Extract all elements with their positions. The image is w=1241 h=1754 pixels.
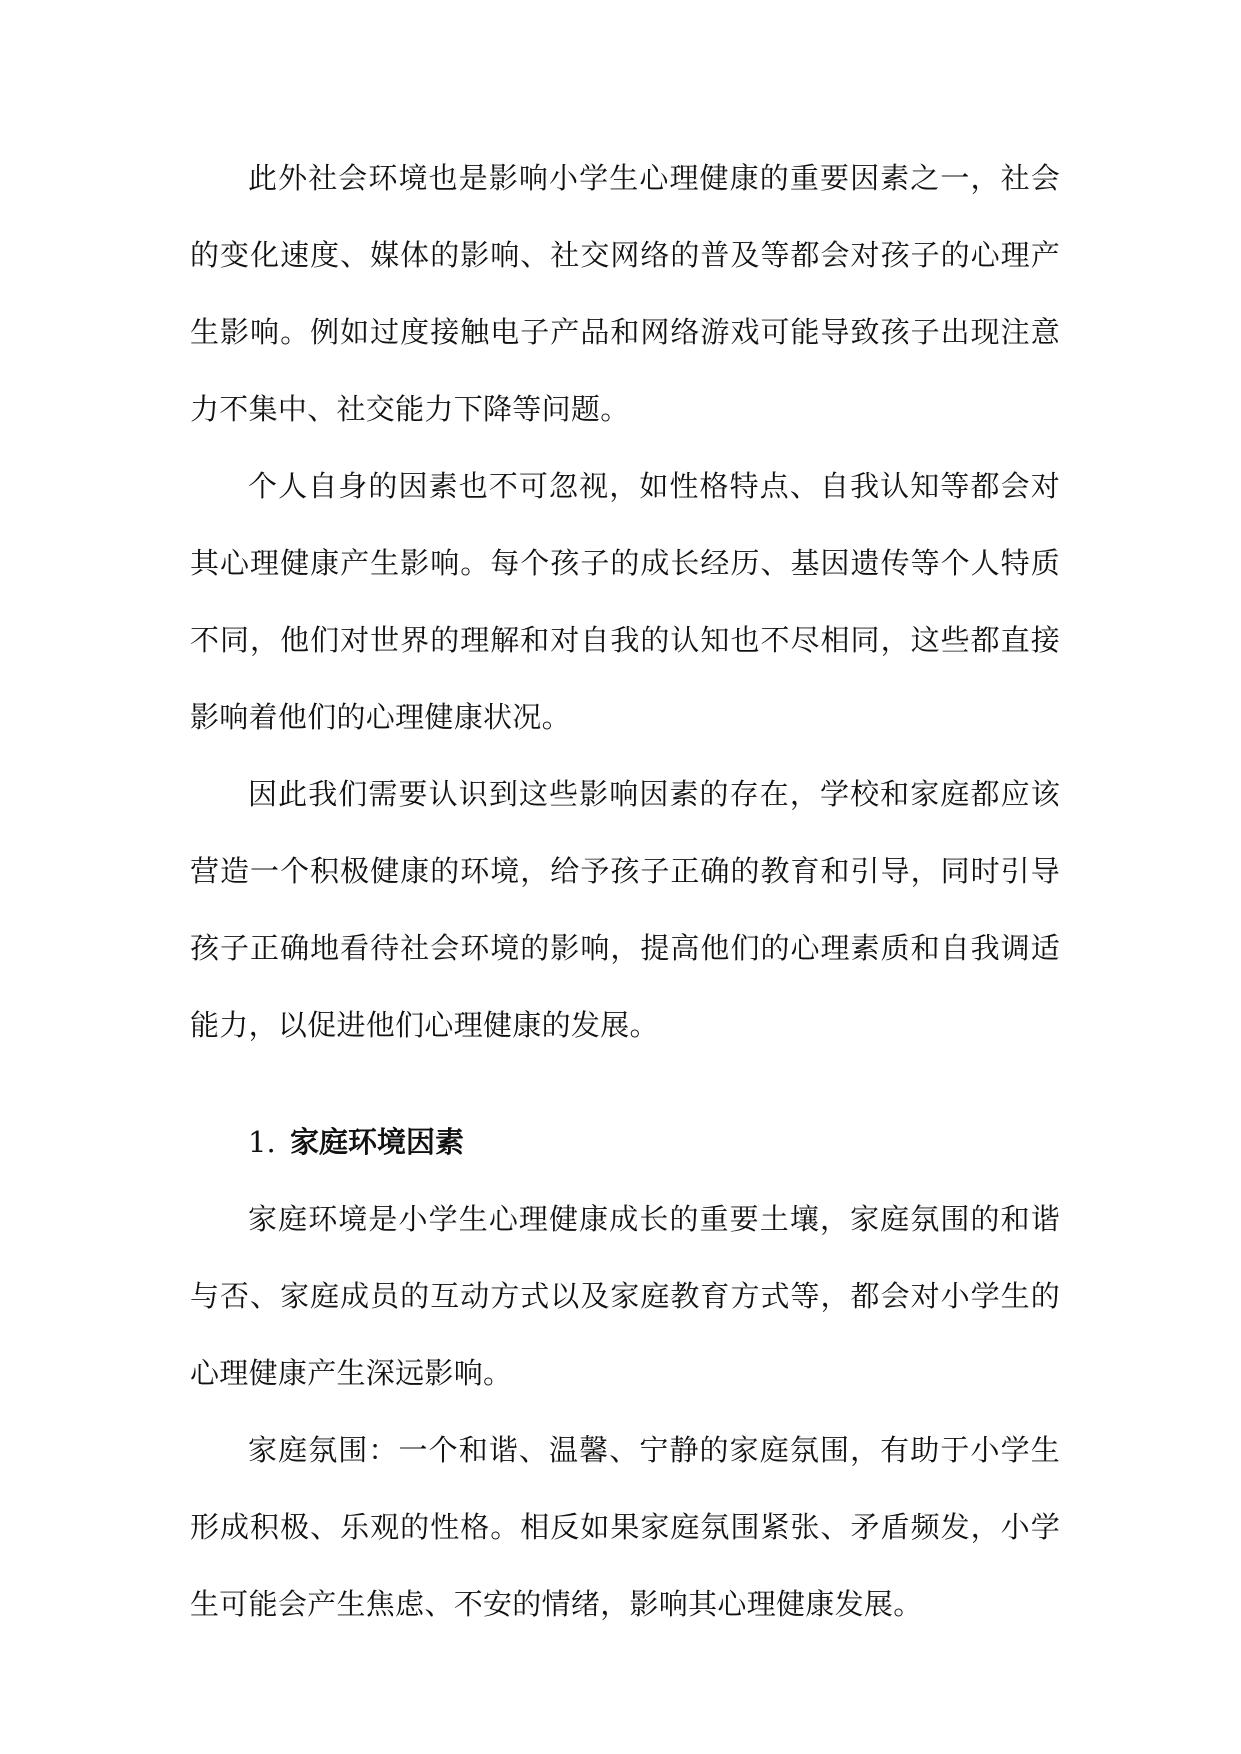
paragraph-conclusion: 因此我们需要认识到这些影响因素的存在，学校和家庭都应该营造一个积极健康的环境，给予孩子正确的教育和引导，同时引导孩子正确地看待社会环境的影响，提高他们的心理素质和自我调适能力，以促进他们心理健康的发展。 [190, 777, 1060, 1042]
paragraph-family-environment: 家庭环境是小学生心理健康成长的重要土壤，家庭氛围的和谐与否、家庭成员的互动方式以及家庭教育方式等，都会对小学生的心理健康产生深远影响。 [190, 1202, 1060, 1390]
section-number: 1. [248, 1125, 276, 1159]
paragraph-personal-factors: 个人自身的因素也不可忽视，如性格特点、自我认知等都会对其心理健康产生影响。每个孩子的成长经历、基因遗传等个人特质不同，他们对世界的理解和对自我的认知也不尽相同，这些都直接影响着他们的心理健康状况。 [190, 469, 1060, 734]
section-heading [190, 1104, 1060, 1181]
paragraph-social-environment: 此外社会环境也是影响小学生心理健康的重要因素之一，社会的变化速度、媒体的影响、社交网络的普及等都会对孩子的心理产生影响。例如过度接触电子产品和网络游戏可能导致孩子出现注意力不集中、社交能力下降等问题。 [190, 161, 1060, 426]
paragraph-family-atmosphere: 家庭氛围：一个和谐、温馨、宁静的家庭氛围，有助于小学生形成积极、乐观的性格。相反如果家庭氛围紧张、矛盾频发，小学生可能会产生焦虑、不安的情绪，影响其心理健康发展。 [190, 1433, 1060, 1621]
document-body [190, 140, 1060, 1643]
section-title: 家庭环境因素 [290, 1125, 465, 1159]
